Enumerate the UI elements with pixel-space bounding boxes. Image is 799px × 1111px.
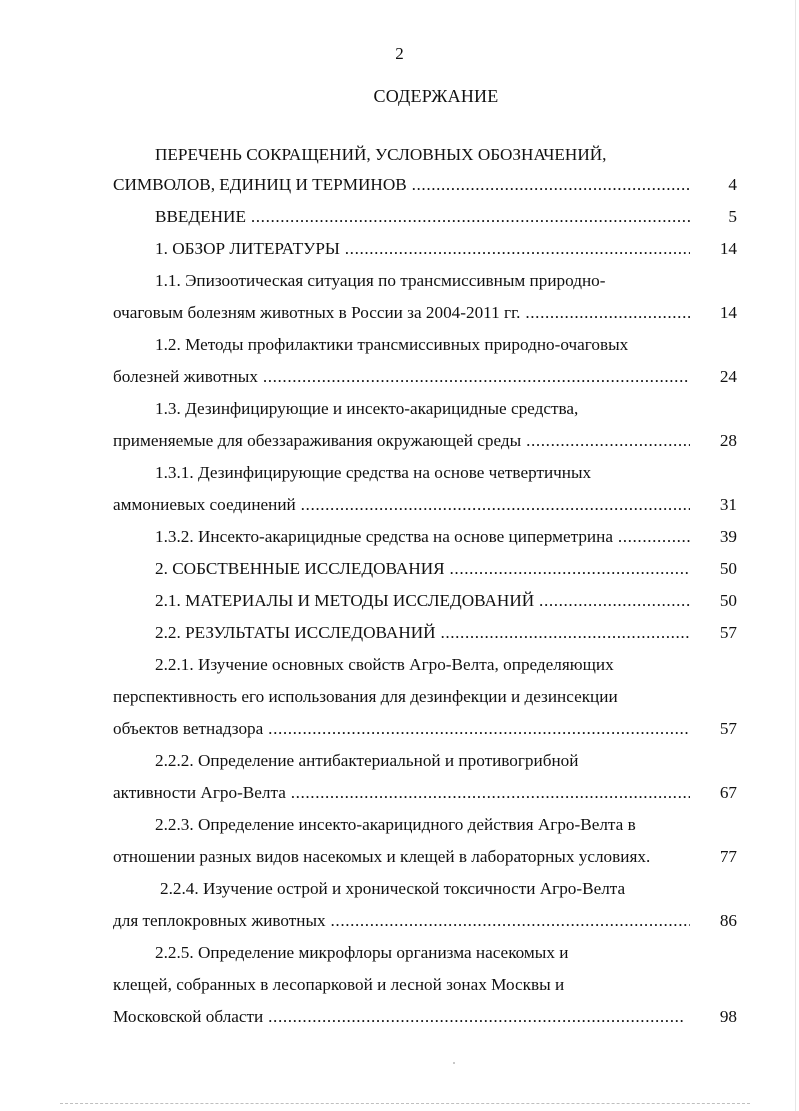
toc-entry-line: 2.2. РЕЗУЛЬТАТЫ ИССЛЕДОВАНИЙ ..... (155, 621, 690, 645)
toc-entry-line: 2.2.2. Определение антибактериальной и противогрибной (155, 751, 579, 770)
toc-entry-line: Московской области ..... (113, 1005, 683, 1029)
toc-entry-line: 1. ОБЗОР ЛИТЕРАТУРЫ ..... (155, 237, 690, 261)
toc-page-number: 98 (719, 1007, 737, 1026)
toc-entry-line: 2.1. МАТЕРИАЛЫ И МЕТОДЫ ИССЛЕДОВАНИЙ ..... (155, 589, 690, 613)
toc-page-number: 39 (719, 527, 737, 546)
toc-entry-line: очаговым болезням животных в России за 2004-2011 гг. ..... (113, 301, 690, 325)
toc-page-number: 14 (719, 303, 737, 322)
toc-page-number: 67 (719, 783, 737, 802)
toc-entry-line: 2.2.4. Изучение острой и хронической токсичности Агро-Велта (160, 879, 626, 898)
toc-entry-line: 1.1. Эпизоотическая ситуация по трансмиссивным природно- (155, 271, 606, 290)
toc-entry-line: 1.3.2. Инсекто-акарицидные средства на основе циперметрина ..... (155, 525, 690, 549)
toc-page-number: 50 (719, 559, 737, 578)
toc-entry-line: 2.2.3. Определение инсекто-акарицидного действия Агро-Велта в (155, 815, 636, 834)
toc-page-number: 50 (719, 591, 737, 610)
scan-speck (453, 1062, 455, 1064)
toc-page-number: 57 (719, 623, 737, 642)
toc-page-number: 4 (728, 175, 737, 194)
toc-page-number: 77 (719, 847, 737, 866)
toc-entry-line: ВВЕДЕНИЕ ..... (155, 205, 690, 229)
toc-entry-line: 1.3. Дезинфицирующие и инсекто-акарицидные средства, (155, 399, 579, 418)
toc-entry-line: СИМВОЛОВ, ЕДИНИЦ И ТЕРМИНОВ ..... (113, 173, 690, 197)
toc-page-number: 31 (719, 495, 737, 514)
toc-entry-line: аммониевых соединений ..... (113, 493, 690, 517)
page-number: 2 (395, 44, 404, 63)
toc-entry-line: болезней животных ..... (113, 365, 690, 389)
toc-entry-line: 2. СОБСТВЕННЫЕ ИССЛЕДОВАНИЯ ..... (155, 557, 690, 581)
toc-entry-line: 2.2.1. Изучение основных свойств Агро-Велта, определяющих (155, 655, 614, 674)
toc-entry-line: объектов ветнадзора ..... (113, 717, 690, 741)
scan-bottom-edge (60, 1103, 750, 1104)
scan-right-edge (795, 0, 796, 1111)
toc-page-number: 24 (719, 367, 737, 386)
toc-title: СОДЕРЖАНИЕ (373, 86, 499, 106)
toc-entry-line: 1.3.1. Дезинфицирующие средства на основе четвертичных (155, 463, 592, 482)
toc-entry-line: перспективность его использования для дезинфекции и дезинсекции (113, 687, 618, 706)
toc-entry-line: 2.2.5. Определение микрофлоры организма насекомых и (155, 943, 569, 962)
toc-page-number: 86 (719, 911, 737, 930)
toc-entry-line: применяемые для обеззараживания окружающей среды ..... (113, 429, 690, 453)
toc-page-number: 57 (719, 719, 737, 738)
toc-page-number: 5 (728, 207, 737, 226)
toc-entry-line: активности Агро-Велта ..... (113, 781, 690, 805)
toc-entry-line: ПЕРЕЧЕНЬ СОКРАЩЕНИЙ, УСЛОВНЫХ ОБОЗНАЧЕНИЙ, (155, 145, 607, 164)
toc-page-number: 14 (719, 239, 737, 258)
toc-entry-line: отношении разных видов насекомых и клещей в лабораторных условиях. (113, 847, 651, 866)
toc-page-number: 28 (719, 431, 737, 450)
toc-entry-line: 1.2. Методы профилактики трансмиссивных природно-очаговых (155, 335, 629, 354)
toc-entry-line: для теплокровных животных ..... (113, 909, 690, 933)
toc-entry-line: клещей, собранных в лесопарковой и лесной зонах Москвы и (113, 975, 565, 994)
